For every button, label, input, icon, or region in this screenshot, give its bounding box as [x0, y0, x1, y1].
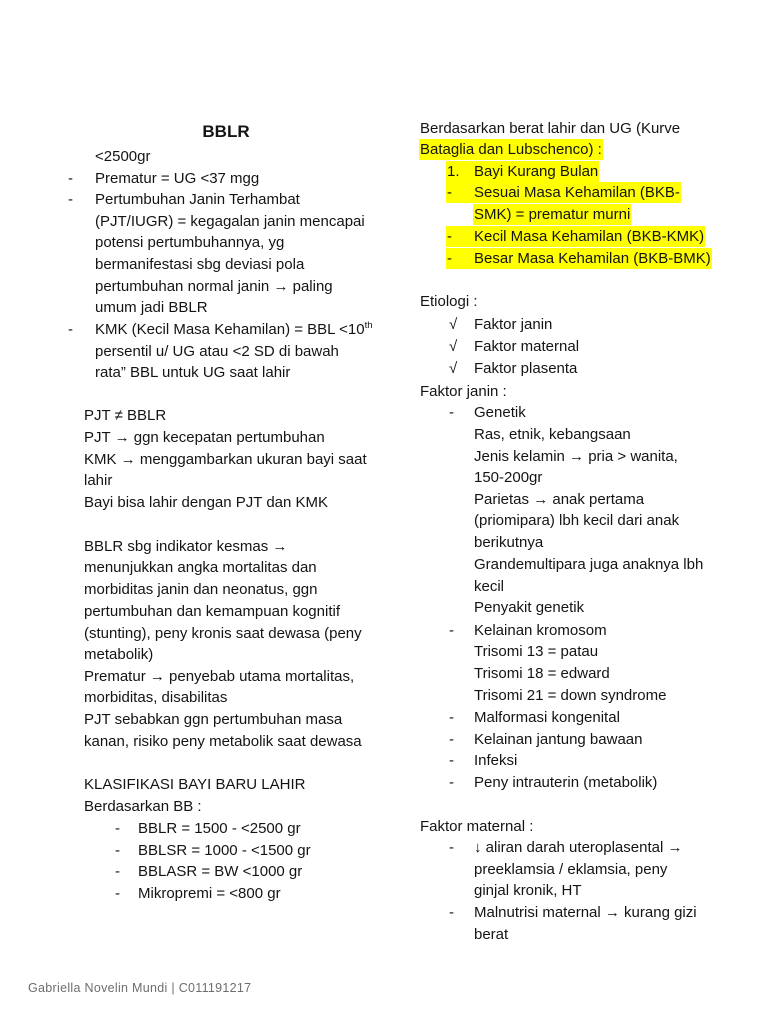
list-bullet: - [68, 191, 73, 208]
def-item-kmk-text: KMK (Kecil Masa Kehamilan) = BBL <10 [95, 321, 365, 338]
list-bullet: - [449, 839, 454, 856]
maternal-item: Malnutrisi maternal → kurang gizi [474, 904, 697, 921]
text-line: Trisomi 13 = patau [474, 643, 599, 660]
text-line: rata” BBL untuk UG saat lahir [95, 364, 291, 381]
ug-item-text: Bayi Kurang Bulan [474, 163, 599, 180]
klasifikasi-heading: KLASIFIKASI BAYI BARU LAHIR [84, 776, 306, 793]
superscript: th [364, 320, 373, 331]
text-line: (priomipara) lbh kecil dari anak [474, 512, 680, 529]
list-bullet: - [115, 885, 120, 902]
list-number: 1. [447, 163, 460, 180]
list-bullet: - [115, 842, 120, 859]
check-icon: √ [449, 316, 458, 333]
pjt-note: KMK → menggambarkan ukuran bayi saat [84, 451, 367, 468]
text-line: umum jadi BBLR [95, 299, 208, 316]
text-line: kecil [474, 578, 505, 595]
check-icon: √ [449, 360, 458, 377]
list-bullet: - [115, 820, 120, 837]
def-item-pjt: Pertumbuhan Janin Terhambat [95, 191, 300, 208]
ug-item-text: Kecil Masa Kehamilan (BKB-KMK) [474, 228, 705, 245]
ug-item-highlighted [446, 161, 599, 182]
text-line: Penyakit genetik [474, 599, 585, 616]
list-bullet: - [447, 228, 452, 245]
def-item-prematur: Prematur = UG <37 mgg [95, 170, 260, 187]
indikator-line: menunjukkan angka mortalitas dan [84, 559, 317, 576]
maternal-item: ↓ aliran darah uteroplasental → [474, 839, 683, 856]
janin-heading: Faktor janin : [420, 383, 507, 400]
indikator-line: Prematur → penyebab utama mortalitas, [84, 668, 355, 685]
list-bullet: - [449, 622, 454, 639]
bb-heading: Berdasarkan BB : [84, 798, 202, 815]
etiologi-item: Faktor janin [474, 316, 553, 333]
text-line: preeklamsia / eklamsia, peny [474, 861, 668, 878]
text-line: Trisomi 21 = down syndrome [474, 687, 667, 704]
pjt-note: lahir [84, 472, 113, 489]
text-line: Grandemultipara juga anaknya lbh [474, 556, 704, 573]
text-line: persentil u/ UG atau <2 SD di bawah [95, 343, 339, 360]
text-line: Ras, etnik, kebangsaan [474, 426, 631, 443]
indikator-line: pertumbuhan dan kemampuan kognitif [84, 603, 340, 620]
list-bullet: - [449, 752, 454, 769]
text-line: (PJT/IUGR) = kegagalan janin mencapai [95, 213, 365, 230]
def-item-kmk [95, 320, 373, 340]
ug-heading-highlighted: Bataglia dan Lubschenco) : [420, 141, 602, 158]
list-bullet: - [115, 863, 120, 880]
pjt-note: Bayi bisa lahir dengan PJT dan KMK [84, 494, 329, 511]
janin-item: Kelainan kromosom [474, 622, 607, 639]
janin-item: Peny intrauterin (metabolik) [474, 774, 658, 791]
ug-item-highlighted [446, 226, 705, 247]
pjt-note: PJT ≠ BBLR [84, 407, 167, 424]
text-line: pertumbuhan normal janin → paling [95, 278, 333, 295]
janin-item: Kelainan jantung bawaan [474, 731, 643, 748]
list-bullet: - [447, 184, 452, 201]
ug-item-highlighted: SMK) = prematur murni [474, 206, 631, 223]
janin-item: Infeksi [474, 752, 518, 769]
text-line: Trisomi 18 = edward [474, 665, 610, 682]
list-bullet: - [449, 904, 454, 921]
indikator-line: (stunting), peny kronis saat dewasa (peny [84, 625, 362, 642]
text-line: potensi pertumbuhannya, yg [95, 234, 285, 251]
list-bullet: - [68, 321, 73, 338]
text-line: berikutnya [474, 534, 544, 551]
janin-item: Malformasi kongenital [474, 709, 620, 726]
indikator-line: kanan, risiko peny metabolik saat dewasa [84, 733, 362, 750]
list-bullet: - [449, 774, 454, 791]
list-bullet: - [68, 170, 73, 187]
list-bullet: - [449, 731, 454, 748]
ug-item-highlighted [446, 248, 712, 269]
bb-item: Mikropremi = <800 gr [138, 885, 281, 902]
maternal-heading: Faktor maternal : [420, 818, 534, 835]
bb-item: BBLR = 1500 - <2500 gr [138, 820, 301, 837]
indikator-line: PJT sebabkan ggn pertumbuhan masa [84, 711, 343, 728]
page-footer: Gabriella Novelin Mundi | C011191217 [28, 981, 252, 995]
indikator-line: metabolik) [84, 646, 154, 663]
etiologi-item: Faktor maternal [474, 338, 580, 355]
indikator-line: BBLR sbg indikator kesmas → [84, 538, 288, 555]
bb-item: BBLSR = 1000 - <1500 gr [138, 842, 311, 859]
ug-item-text: Sesuai Masa Kehamilan (BKB- [474, 184, 680, 201]
pjt-note: PJT → ggn kecepatan pertumbuhan [84, 429, 325, 446]
bb-item: BBLASR = BW <1000 gr [138, 863, 303, 880]
text-line: berat [474, 926, 509, 943]
indikator-line: morbiditas, disabilitas [84, 689, 228, 706]
bblr-threshold: <2500gr [95, 148, 151, 165]
etiologi-item: Faktor plasenta [474, 360, 578, 377]
list-bullet: - [449, 404, 454, 421]
page-title: BBLR [202, 122, 250, 141]
list-bullet: - [449, 709, 454, 726]
janin-item: Genetik [474, 404, 526, 421]
etiologi-heading: Etiologi : [420, 293, 478, 310]
text-line: Parietas → anak pertama [474, 491, 645, 508]
ug-heading: Berdasarkan berat lahir dan UG (Kurve [420, 120, 681, 137]
ug-item-highlighted [446, 182, 681, 203]
list-bullet: - [447, 250, 452, 267]
text-line: 150-200gr [474, 469, 543, 486]
text-line: ginjal kronik, HT [474, 882, 582, 899]
ug-item-text: Besar Masa Kehamilan (BKB-BMK) [474, 250, 711, 267]
indikator-line: morbiditas janin dan neonatus, ggn [84, 581, 318, 598]
check-icon: √ [449, 338, 458, 355]
text-line: bermanifestasi sbg deviasi pola [95, 256, 305, 273]
text-line: Jenis kelamin → pria > wanita, [474, 448, 678, 465]
